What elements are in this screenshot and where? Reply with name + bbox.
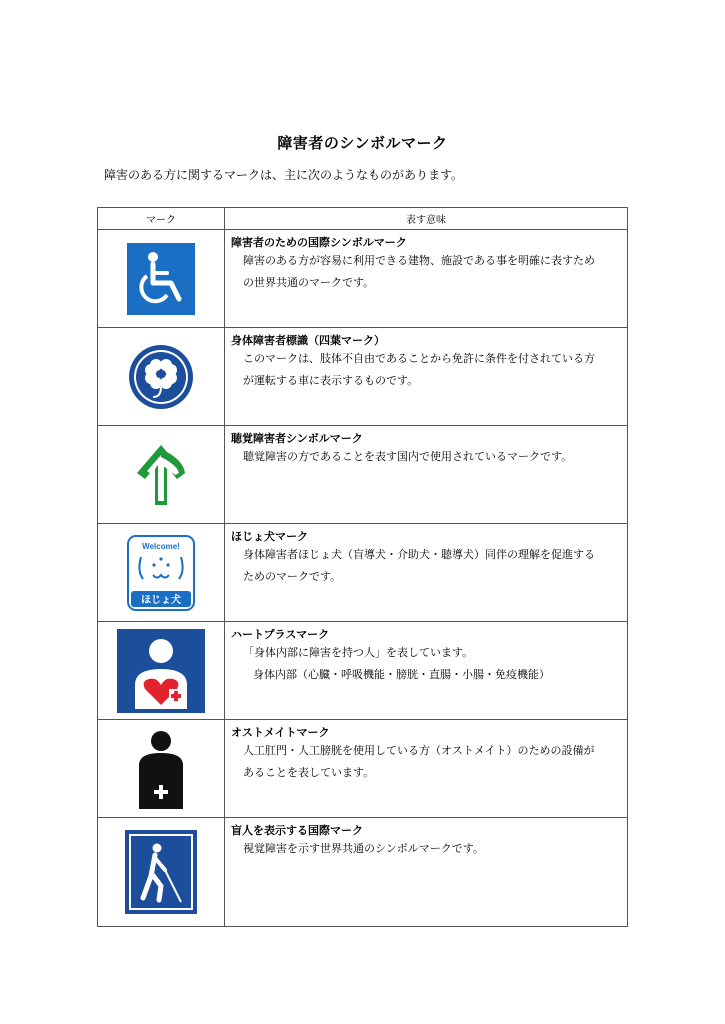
row-title: 障害者のための国際シンボルマーク — [231, 236, 407, 249]
table-row — [98, 328, 628, 426]
row-desc-line: 身体障害者ほじょ犬（盲導犬・介助犬・聴導犬）同伴の理解を促進する — [243, 548, 595, 561]
table-row — [98, 524, 628, 622]
row-desc-line: 障害のある方が容易に利用できる建物、施設である事を明確に表すため — [243, 254, 595, 267]
row-desc-line: このマークは、肢体不自由であることから免許に条件を付されている方 — [243, 352, 595, 365]
heart-plus-icon — [117, 629, 205, 713]
page-title: 障害者のシンボルマーク — [277, 134, 448, 152]
table-row — [98, 230, 628, 328]
row-title: ほじょ犬マーク — [231, 530, 308, 543]
wheelchair-symbol-icon — [127, 243, 195, 315]
row-desc-line: 人工肛門・人工膀胱を使用している方（オストメイト）のための設備が — [243, 744, 595, 757]
row-desc-line: の世界共通のマークです。 — [243, 276, 375, 289]
row-desc-line: あることを表しています。 — [243, 766, 375, 779]
header-mark: マーク — [98, 208, 225, 230]
row-desc-line: が運転する車に表示するものです。 — [243, 374, 419, 387]
hearing-impaired-butterfly-icon — [125, 439, 197, 511]
row-title: オストメイトマーク — [231, 726, 330, 739]
table-row — [98, 720, 628, 818]
ostomate-icon — [133, 729, 189, 809]
four-leaf-clover-icon — [127, 343, 195, 411]
hojo-dog-badge: ほじょ犬 — [141, 594, 181, 606]
row-title: ハートプラスマーク — [231, 628, 330, 641]
row-desc-line: ためのマークです。 — [243, 570, 342, 583]
welcome-label: Welcome! — [142, 541, 180, 551]
blind-person-icon — [125, 830, 197, 914]
row-title: 聴覚障害者シンボルマーク — [231, 432, 363, 445]
symbol-mark-table — [97, 207, 628, 927]
row-desc-line: 視覚障害を示す世界共通のシンボルマークです。 — [243, 842, 484, 855]
row-desc-line: 身体内部（心臓・呼吸機能・膀胱・直腸・小腸・免疫機能） — [253, 668, 550, 681]
intro-text: 障害のある方に関するマークは、主に次のようなものがあります。 — [104, 168, 464, 182]
row-desc-line: 「身体内部に障害を持つ人」を表しています。 — [243, 646, 474, 659]
row-title: 盲人を表示する国際マーク — [231, 824, 363, 837]
table-row — [98, 426, 628, 524]
row-title: 身体障害者標識（四葉マーク） — [231, 334, 385, 347]
header-meaning: 表す意味 — [225, 208, 628, 230]
row-desc-line: 聴覚障害の方であることを表す国内で使用されているマークです。 — [243, 450, 573, 463]
assistance-dog-icon — [127, 535, 195, 611]
table-row — [98, 622, 628, 720]
table-row — [98, 818, 628, 927]
table-header-row — [98, 208, 628, 230]
